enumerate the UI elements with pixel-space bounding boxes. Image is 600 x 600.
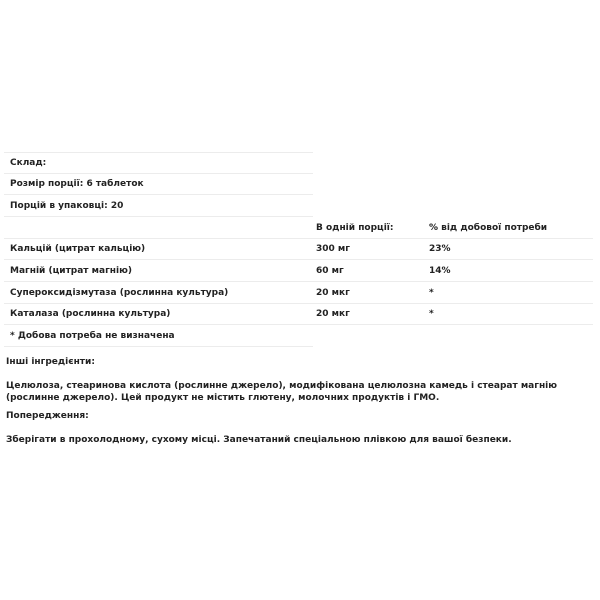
nutrient-name: Супероксидізмутаза (рослинна культура) xyxy=(10,288,229,298)
nutrient-amount: 20 мкг xyxy=(316,309,350,319)
other-ingredients-title: Інші інгредієнти: xyxy=(6,357,95,367)
nutrient-amount: 300 мг xyxy=(316,244,350,254)
composition-row xyxy=(4,153,313,174)
warning-text: Зберігати в прохолодному, сухому місці. Запечатаний спеціальною плівкою для вашої безпеки. xyxy=(6,435,512,445)
other-ingredients-text: Целюлоза, стеаринова кислота (рослинне джерело), модифікована целюлозна камедь і стеарат магнію (рослинне джерело). Цей продукт не містить глютену, молочних продуктів і ГМО. xyxy=(6,381,558,403)
nutrient-dv: * xyxy=(429,288,434,298)
footnote-row xyxy=(4,326,313,347)
footnote: * Добова потреба не визначена xyxy=(10,331,175,341)
nutrient-amount: 20 мкг xyxy=(316,288,350,298)
daily-value-header: % від добової потреби xyxy=(429,223,548,233)
table-row xyxy=(4,239,593,260)
nutrient-name: Кальцій (цитрат кальцію) xyxy=(10,244,146,254)
table-row xyxy=(4,283,593,304)
nutrient-amount: 60 мг xyxy=(316,266,344,276)
table-row xyxy=(4,304,593,325)
serving-size-row xyxy=(4,174,313,195)
warning-title: Попередження: xyxy=(6,411,89,421)
composition-label: Склад: xyxy=(10,158,47,168)
nutrient-dv: 23% xyxy=(429,244,451,254)
nutrient-name: Каталаза (рослинна культура) xyxy=(10,309,171,319)
nutrient-dv: * xyxy=(429,309,434,319)
servings-per-container-row xyxy=(4,196,313,217)
nutrient-name: Магній (цитрат магнію) xyxy=(10,266,132,276)
per-serving-header: В одній порції: xyxy=(316,223,394,233)
servings-per-container: Порцій в упаковці: 20 xyxy=(10,201,124,211)
table-header-row xyxy=(4,218,593,239)
nutrient-dv: 14% xyxy=(429,266,451,276)
table-row xyxy=(4,261,593,282)
serving-size: Розмір порції: 6 таблеток xyxy=(10,179,144,189)
